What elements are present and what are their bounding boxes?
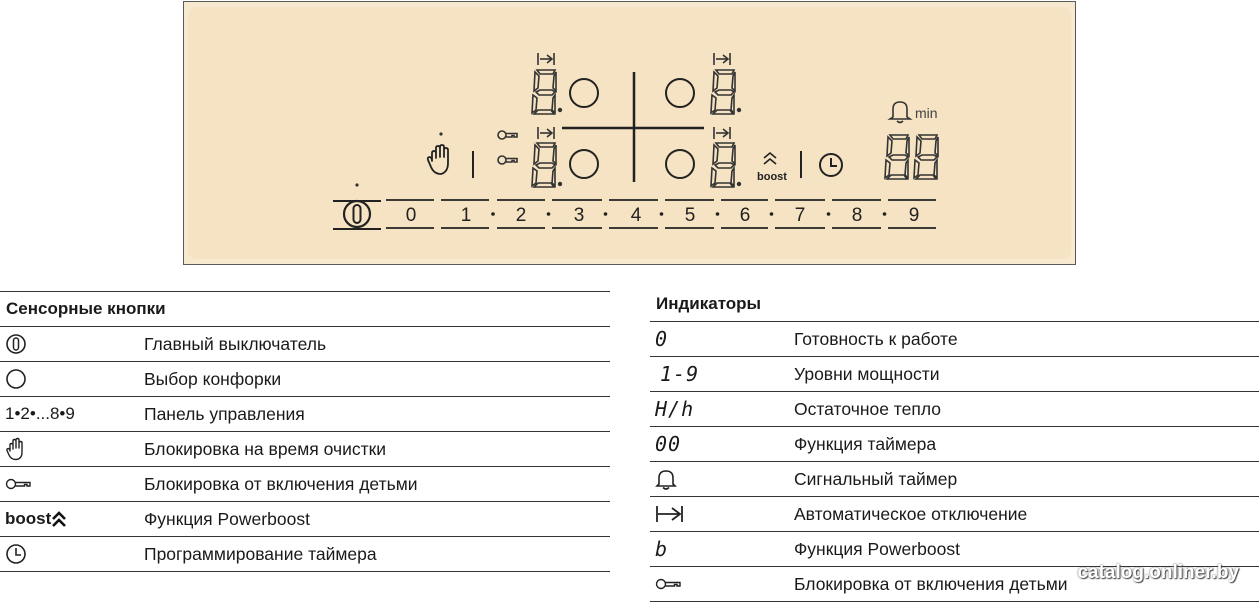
table-row <box>0 467 610 502</box>
key-icon <box>655 577 683 591</box>
table-row <box>650 427 1259 462</box>
table-row <box>650 392 1259 427</box>
row-label: Программирование таймера <box>144 543 377 564</box>
timer-unit-label: min <box>915 105 938 121</box>
zone-display-rear-left <box>532 127 562 187</box>
row-label: Функция Powerboost <box>144 508 310 529</box>
table-row <box>0 432 610 467</box>
hand-icon[interactable] <box>428 145 448 174</box>
table-row <box>0 537 610 572</box>
row-label: Сигнальный таймер <box>794 468 958 489</box>
table-row <box>0 327 610 362</box>
table-row <box>0 502 610 537</box>
zone-display-front-left <box>532 53 562 114</box>
scale-level-4[interactable]: 4 <box>630 205 642 226</box>
row-label: Уровни мощности <box>794 363 940 384</box>
clock-icon <box>5 543 27 565</box>
timer-display <box>885 135 938 179</box>
auto-off-icon <box>655 505 685 523</box>
table-row <box>650 497 1259 532</box>
zone-divider <box>562 72 704 182</box>
scale-level-3[interactable]: 3 <box>573 205 585 226</box>
scale-level-7[interactable]: 7 <box>794 205 806 226</box>
scale-level-8[interactable]: 8 <box>851 205 863 226</box>
row-label: Главный выключатель <box>144 333 327 354</box>
chevron-up-double-icon <box>764 153 776 158</box>
watermark: catalog.onliner.by <box>1077 562 1239 583</box>
zone-display-front-right <box>711 53 741 114</box>
scale-level-9[interactable]: 9 <box>908 205 920 226</box>
row-label: Функция Powerboost <box>794 538 960 559</box>
table-row <box>650 322 1259 357</box>
clock-icon[interactable] <box>820 154 842 176</box>
key-icon[interactable] <box>498 156 517 164</box>
indicator-symbol: H/h <box>655 397 695 421</box>
slider-symbol: 1•2•...8•9 <box>5 404 75 423</box>
table-row <box>650 357 1259 392</box>
zone-select-rear-left[interactable] <box>570 150 598 178</box>
indicator-symbol: 0 <box>655 327 669 351</box>
row-label: Выбор конфорки <box>144 368 282 389</box>
chevron-up-double-icon <box>51 510 67 528</box>
scale-level-2[interactable]: 2 <box>515 205 527 226</box>
main-switch-icon <box>5 333 27 355</box>
circle-icon <box>5 368 27 390</box>
row-label: Функция таймера <box>794 433 937 454</box>
bell-icon <box>655 468 677 490</box>
zone-select-rear-right[interactable] <box>666 150 694 178</box>
scale-level-1[interactable]: 1 <box>460 205 472 226</box>
touch-controls-table <box>0 291 610 572</box>
auto-off-icon <box>714 53 730 65</box>
zone-select-front-right[interactable] <box>666 79 694 107</box>
indicator-symbol: b <box>655 537 669 561</box>
hand-icon <box>5 437 27 461</box>
auto-off-icon <box>538 53 554 65</box>
row-label: Блокировка от включения детьми <box>794 573 1068 594</box>
indicator-symbol: 00 <box>655 432 682 456</box>
table-row <box>650 462 1259 497</box>
bell-icon <box>890 102 910 123</box>
row-label: Блокировка от включения детьми <box>144 473 418 494</box>
panel-diagram <box>0 0 1259 270</box>
boost-symbol: boost <box>5 509 52 528</box>
main-switch-button[interactable] <box>333 183 381 229</box>
scale-level-0[interactable]: 0 <box>405 205 417 226</box>
boost-button[interactable] <box>757 153 787 183</box>
auto-off-icon <box>714 127 730 139</box>
main-switch-dot <box>355 183 358 186</box>
row-label: Остаточное тепло <box>794 398 941 419</box>
row-label: Блокировка на время очистки <box>144 438 387 459</box>
indicators-header: Индикаторы <box>650 286 1259 322</box>
scale-level-5[interactable]: 5 <box>684 205 696 226</box>
table-row <box>0 362 610 397</box>
zone-display-rear-right <box>711 127 741 187</box>
key-icon <box>5 477 33 491</box>
indicators-table <box>650 286 1259 602</box>
boost-label: boost <box>757 171 787 183</box>
zone-select-front-left[interactable] <box>570 79 598 107</box>
key-icon <box>498 131 517 139</box>
auto-off-icon <box>538 127 554 139</box>
row-label: Готовность к работе <box>794 328 958 349</box>
indicator-symbol: 1-9 <box>660 362 700 386</box>
scale-level-6[interactable]: 6 <box>739 205 751 226</box>
table-row <box>0 397 610 432</box>
row-label: Автоматическое отключение <box>794 503 1028 524</box>
touch-controls-header: Сенсорные кнопки <box>0 291 610 327</box>
row-label: Панель управления <box>144 403 305 424</box>
